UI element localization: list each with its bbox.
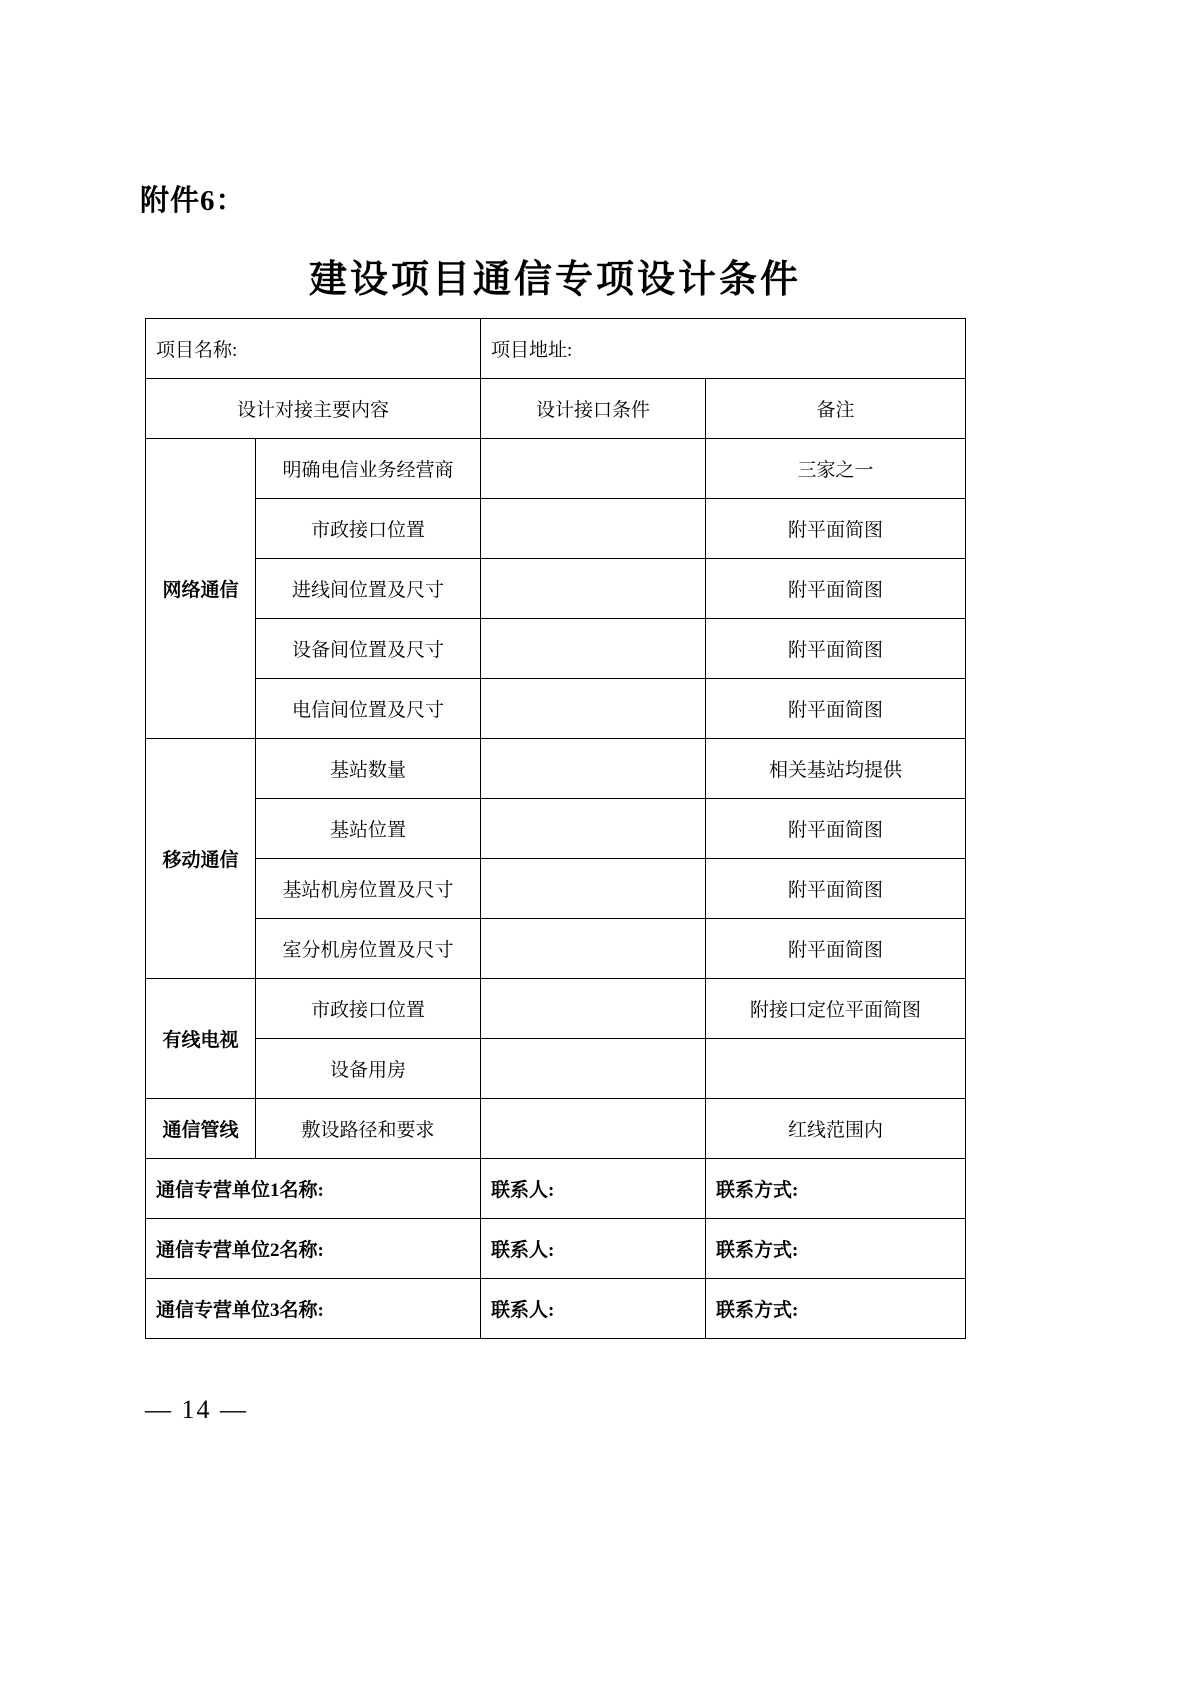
item-label: 市政接口位置 [256, 979, 481, 1039]
interface-value[interactable] [481, 919, 706, 979]
table-row [146, 1219, 966, 1279]
remark-value: 三家之一 [706, 439, 966, 499]
phone-label-2[interactable]: 联系方式: [706, 1219, 966, 1279]
header-interface: 设计接口条件 [481, 379, 706, 439]
table-row [146, 619, 966, 679]
item-label: 电信间位置及尺寸 [256, 679, 481, 739]
page-title: 建设项目通信专项设计条件 [308, 259, 801, 301]
unit-name-label-3[interactable]: 通信专营单位3名称: [146, 1279, 481, 1339]
interface-value[interactable] [481, 799, 706, 859]
remark-value: 附平面简图 [706, 799, 966, 859]
item-label: 设备间位置及尺寸 [256, 619, 481, 679]
interface-value[interactable] [481, 679, 706, 739]
item-label: 敷设路径和要求 [256, 1099, 481, 1159]
table-row [146, 799, 966, 859]
remark-value: 相关基站均提供 [706, 739, 966, 799]
project-address-label: 项目地址: [481, 319, 966, 379]
table-row [146, 1279, 966, 1339]
category-cable-tv: 有线电视 [146, 979, 256, 1099]
phone-label-3[interactable]: 联系方式: [706, 1279, 966, 1339]
page-number: — 14 — [145, 1395, 248, 1424]
item-label: 室分机房位置及尺寸 [256, 919, 481, 979]
header-remark: 备注 [706, 379, 966, 439]
table-row [146, 499, 966, 559]
interface-value[interactable] [481, 439, 706, 499]
remark-value: 附平面简图 [706, 679, 966, 739]
remark-value: 红线范围内 [706, 1099, 966, 1159]
table-row [146, 1099, 966, 1159]
remark-value: 附平面简图 [706, 559, 966, 619]
table-row [146, 919, 966, 979]
remark-value: 附平面简图 [706, 619, 966, 679]
table-row [146, 1159, 966, 1219]
remark-value [706, 1039, 966, 1099]
interface-value[interactable] [481, 619, 706, 679]
interface-value[interactable] [481, 1039, 706, 1099]
item-label: 基站机房位置及尺寸 [256, 859, 481, 919]
contact-label-1[interactable]: 联系人: [481, 1159, 706, 1219]
remark-value: 附平面简图 [706, 919, 966, 979]
interface-value[interactable] [481, 979, 706, 1039]
table-header-row [146, 379, 966, 439]
unit-name-label-1[interactable]: 通信专营单位1名称: [146, 1159, 481, 1219]
category-mobile: 移动通信 [146, 739, 256, 979]
interface-value[interactable] [481, 859, 706, 919]
table-row [146, 559, 966, 619]
item-label: 明确电信业务经营商 [256, 439, 481, 499]
phone-label-1[interactable]: 联系方式: [706, 1159, 966, 1219]
item-label: 基站位置 [256, 799, 481, 859]
remark-value: 附平面简图 [706, 499, 966, 559]
unit-name-label-2[interactable]: 通信专营单位2名称: [146, 1219, 481, 1279]
remark-value: 附接口定位平面简图 [706, 979, 966, 1039]
table-row [146, 679, 966, 739]
interface-value[interactable] [481, 559, 706, 619]
table-row-project-info [146, 319, 966, 379]
item-label: 进线间位置及尺寸 [256, 559, 481, 619]
item-label: 市政接口位置 [256, 499, 481, 559]
category-network: 网络通信 [146, 439, 256, 739]
attachment-label: 附件6： [140, 185, 246, 217]
table-row [146, 979, 966, 1039]
table-row [146, 439, 966, 499]
design-conditions-table [145, 318, 966, 1339]
interface-value[interactable] [481, 739, 706, 799]
table-row [146, 739, 966, 799]
remark-value: 附平面简图 [706, 859, 966, 919]
table-row [146, 1039, 966, 1099]
item-label: 基站数量 [256, 739, 481, 799]
category-pipeline: 通信管线 [146, 1099, 256, 1159]
interface-value[interactable] [481, 499, 706, 559]
header-content: 设计对接主要内容 [146, 379, 481, 439]
table-row [146, 859, 966, 919]
project-name-label: 项目名称: [146, 319, 481, 379]
interface-value[interactable] [481, 1099, 706, 1159]
contact-label-2[interactable]: 联系人: [481, 1219, 706, 1279]
item-label: 设备用房 [256, 1039, 481, 1099]
contact-label-3[interactable]: 联系人: [481, 1279, 706, 1339]
